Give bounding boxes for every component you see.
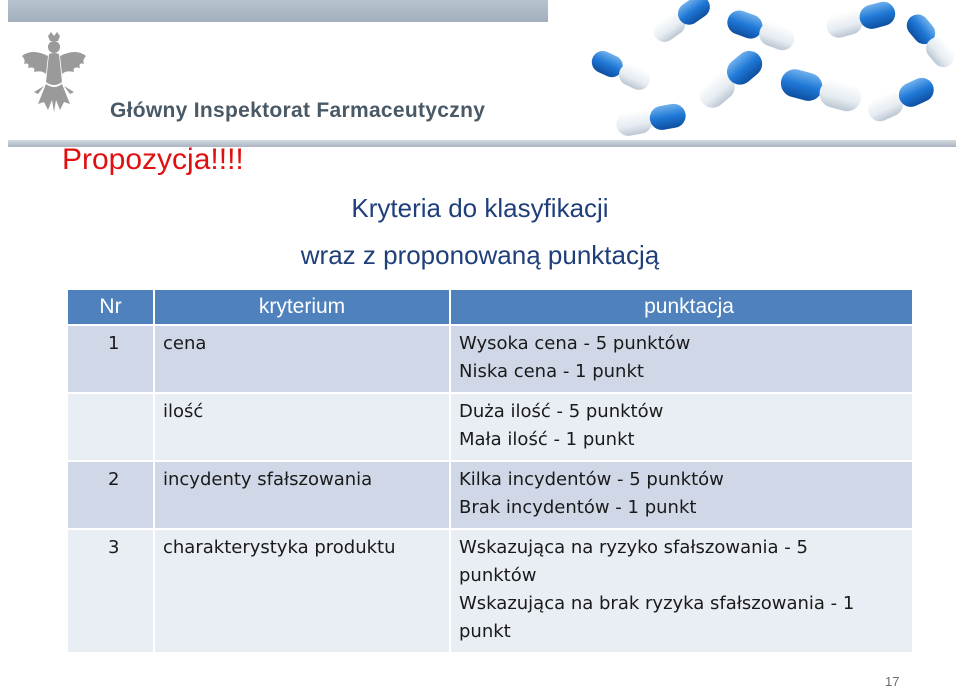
scoring-line: Brak incydentów - 1 punkt — [459, 497, 697, 518]
header-top-bar — [8, 0, 548, 22]
scoring-line: Niska cena - 1 punkt — [459, 361, 644, 382]
slide-header — [0, 0, 960, 148]
page-number: 17 — [885, 674, 900, 689]
table-header-row — [68, 290, 913, 325]
slide-subtitle: wraz z proponowaną punktacją — [300, 240, 660, 270]
header-criterion: kryterium — [154, 290, 450, 325]
scoring-line: Duża ilość - 5 punktów — [459, 401, 664, 422]
row-scoring — [450, 529, 913, 652]
table-row — [68, 529, 913, 652]
header-scoring: punktacja — [450, 290, 913, 325]
scoring-line: Mała ilość - 1 punkt — [459, 429, 635, 450]
row-criterion: incydenty sfałszowania — [154, 461, 450, 529]
scoring-line: Wysoka cena - 5 punktów — [459, 333, 691, 354]
row-nr: 2 — [68, 461, 154, 529]
scoring-line: punktów — [459, 565, 537, 586]
row-criterion: charakterystyka produktu — [154, 529, 450, 652]
table-row — [68, 461, 913, 529]
row-scoring — [450, 325, 913, 393]
table-row — [68, 393, 913, 461]
row-nr: 1 — [68, 325, 154, 393]
header-nr: Nr — [68, 290, 154, 325]
slide-title: Kryteria do klasyfikacji — [351, 193, 609, 223]
row-nr — [68, 393, 154, 461]
scoring-line: Kilka incydentów - 5 punktów — [459, 469, 724, 490]
row-nr: 3 — [68, 529, 154, 652]
proposal-label: Propozycja!!!! — [62, 143, 244, 176]
criteria-table — [68, 290, 914, 652]
row-scoring — [450, 393, 913, 461]
scoring-line: Wskazująca na ryzyko sfałszowania - 5 — [459, 537, 808, 558]
table-row — [68, 325, 913, 393]
row-criterion: ilość — [154, 393, 450, 461]
scoring-line: punkt — [459, 621, 511, 642]
row-scoring — [450, 461, 913, 529]
row-criterion: cena — [154, 325, 450, 393]
capsules-photo — [560, 0, 960, 140]
eagle-emblem-icon — [18, 30, 90, 116]
institution-name: Główny Inspektorat Farmaceutyczny — [110, 99, 486, 122]
scoring-line: Wskazująca na brak ryzyka sfałszowania - 1 — [459, 593, 855, 614]
